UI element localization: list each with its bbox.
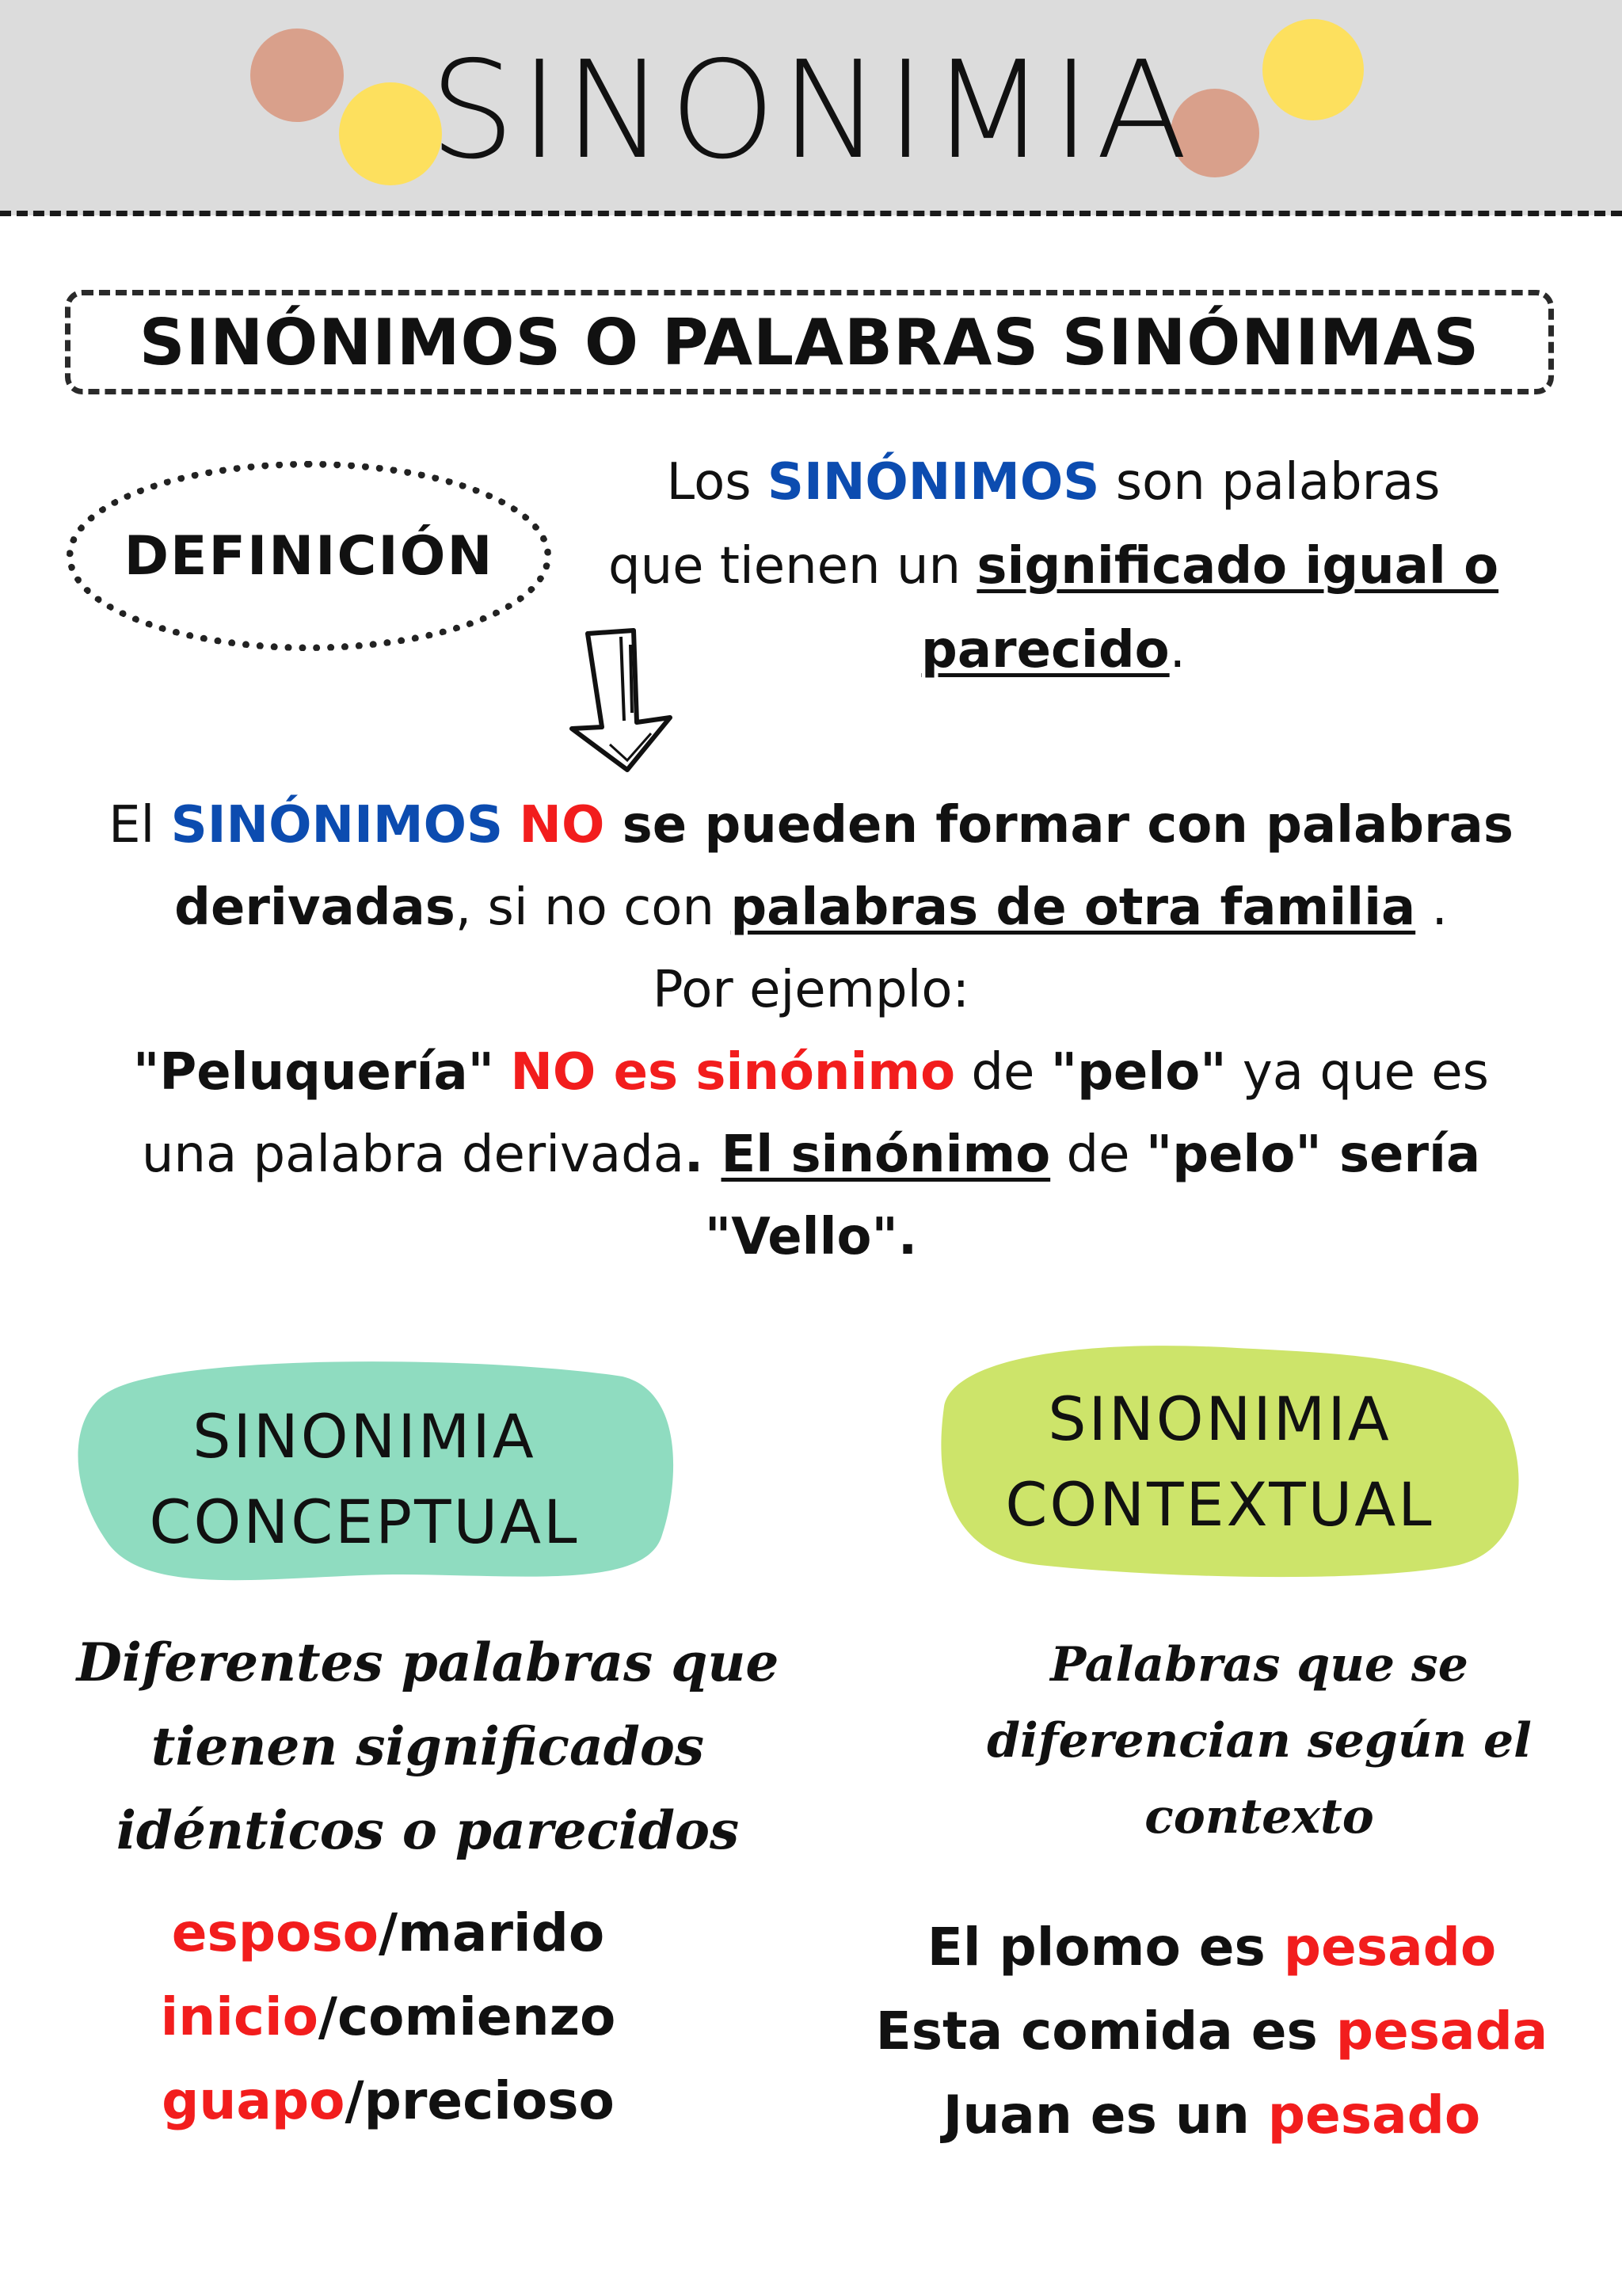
definition-ellipse [67,461,551,651]
definition-text-part: son palabras [1099,453,1441,512]
example-item [855,1906,1568,1989]
example-red: pesado [1283,1917,1497,1978]
contextual-desc-line: Palabras que se [1050,1637,1468,1692]
definition-text-part: Los [666,453,767,512]
example-item [855,2073,1568,2157]
text-part: ya que es [1226,1043,1489,1102]
text-part: de [955,1043,1051,1102]
example-rest: Esta comida es [875,2001,1336,2062]
main-line-1 [63,784,1559,866]
main-line-6: "Vello". [704,1208,918,1266]
bold-text: derivadas [174,878,455,937]
contextual-desc-line: diferencian según el [987,1713,1532,1769]
example-red: pesado [1267,2085,1481,2146]
conceptual-label-line: CONCEPTUAL [149,1487,580,1557]
example-red: guapo [162,2070,345,2131]
example-rest: El plomo es [927,1917,1284,1978]
example-item [63,1975,713,2059]
underlined-text: palabras de otra familia [730,878,1416,937]
underlined-text: El sinónimo [721,1125,1051,1184]
text-part: El [109,796,171,855]
definition-text-part: . [1169,621,1186,680]
contextual-examples [855,1906,1568,2157]
bold-text: "pelo" sería [1145,1125,1481,1184]
example-item [855,1989,1568,2073]
definition-line-3 [578,608,1529,692]
contextual-desc-line: contexto [1144,1789,1374,1845]
example-red: inicio [160,1986,318,2047]
example-item [63,2059,713,2143]
contextual-description [935,1627,1584,1855]
definition-text-part: que tienen un [607,537,977,596]
main-line-4 [63,1031,1559,1114]
contextual-label-line: CONTEXTUAL [1005,1469,1434,1540]
subtitle-box [65,290,1554,394]
example-red: esposo [171,1902,379,1963]
down-arrow-icon [554,626,697,776]
blue-highlight: SINÓNIMOS [170,796,504,855]
contextual-label [958,1376,1481,1548]
conceptual-label [111,1394,618,1565]
main-explanation [63,784,1559,1278]
example-item [63,1891,713,1975]
bold-text: "pelo" [1050,1043,1227,1102]
definition-label: DEFINICIÓN [124,524,494,588]
bold-text: "Peluquería" [133,1043,494,1102]
main-line-5 [63,1114,1559,1196]
conceptual-examples [63,1891,713,2143]
example-rest: /comienzo [318,1986,616,2047]
conceptual-desc-line: Diferentes palabras que [76,1632,779,1693]
example-red: pesada [1335,2001,1548,2062]
text-part: . [1415,878,1448,937]
example-rest: /precioso [345,2070,615,2131]
text-part: , si no con [455,878,731,937]
conceptual-label-line: SINONIMIA [192,1401,536,1472]
conceptual-description [24,1620,832,1872]
definition-line-2 [578,524,1529,608]
page-title: SINONIMIA [429,32,1193,189]
definition-emphasis: parecido [921,621,1170,680]
contextual-label-line: SINONIMIA [1048,1384,1392,1454]
definition-line-1 [578,440,1529,524]
bold-text: se pueden formar con palabras [604,796,1513,855]
header-dashed-divider [0,211,1622,216]
main-line-3: Por ejemplo: [652,961,970,1019]
example-rest: /marido [379,1902,605,1963]
red-highlight: NO [519,796,605,855]
text-part: de [1050,1125,1146,1184]
definition-text [578,440,1529,692]
subtitle-text: SINÓNIMOS O PALABRAS SINÓNIMAS [139,305,1480,379]
conceptual-desc-line: idénticos o parecidos [116,1799,740,1861]
example-rest: Juan es un [942,2085,1268,2146]
conceptual-desc-line: tienen significados [150,1715,705,1777]
definition-highlight: SINÓNIMOS [767,453,1100,512]
definition-emphasis: significado igual o [977,537,1499,596]
red-highlight: NO es sinónimo [510,1043,956,1102]
main-line-2 [63,866,1559,949]
text-part: una palabra derivada [141,1125,684,1184]
bold-text: . [683,1125,722,1184]
